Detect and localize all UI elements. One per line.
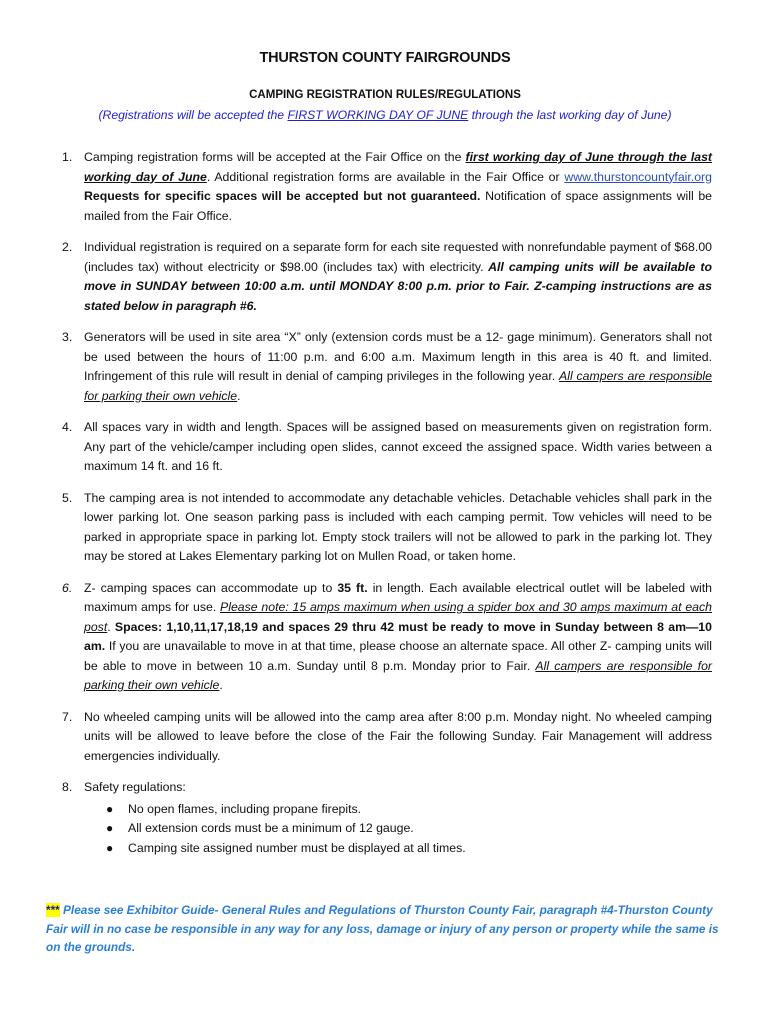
- rule-number: 7.: [62, 709, 73, 724]
- rule-4: [56, 418, 712, 477]
- rule-5: [56, 489, 712, 567]
- rule-text: Safety regulations:: [84, 780, 186, 794]
- bullet-icon: ●: [106, 801, 114, 816]
- rule-text: .: [237, 388, 241, 403]
- bullet-icon: ●: [106, 821, 114, 835]
- list-item: [84, 839, 712, 859]
- list-item: [84, 819, 712, 839]
- rule-text: The camping area is not intended to accommodate any detachable vehicles. Detachable vehicles shall park in the lower parking lot. One season parking pass is included with each camping permit. Tow vehicles will need to be parked in appropriate space in parking lot. Empty stock trailers will not be allowed to park in the parking lot. They may be stored at Lakes Elementary parking lot on Mullen Road, or taken home.: [84, 490, 712, 563]
- rule-text: All spaces vary in width and length. Spaces will be assigned based on measurements given on registration form. Any part of the vehicle/camper including open slides, cannot exceed the assigned space. Width varies between a maximum 14 ft. and 16 ft.: [84, 420, 712, 473]
- rule-emphasis: Requests for specific spaces will be accepted but not guaranteed.: [84, 189, 481, 203]
- rule-emphasis: All campers are responsible for parking their own vehicle: [84, 658, 712, 692]
- rule-text: .: [107, 619, 115, 634]
- note-text-end: through the last working day of June): [468, 108, 672, 122]
- rule-text: No wheeled camping units will be allowed into the camp area after 8:00 p.m. Monday night. No wheeled camping units will be allowed to leave before the close of the Fair the following Sunday. Fair Management will address emergencies individually.: [84, 709, 712, 763]
- rule-number: 5.: [62, 490, 73, 505]
- rules-list: [56, 148, 712, 870]
- rule-text: Notification of space assignments will be mailed from the Fair Office.: [84, 189, 712, 223]
- note-text-start: (Registrations will be accepted the: [98, 108, 288, 122]
- exhibitor-guide-note: [46, 901, 730, 957]
- fair-website-link[interactable]: www.thurstoncountyfair.org: [564, 169, 712, 184]
- rule-text: Camping registration forms will be accepted at the Fair Office on the: [84, 150, 466, 164]
- rule-1: [56, 148, 712, 226]
- rule-text: in length. Each available electrical outlet will be labeled with maximum amps for use.: [84, 580, 712, 614]
- rule-number: 4.: [62, 420, 73, 434]
- rule-emphasis: Spaces: 1,10,11,17,18,19 and spaces 29 thru 42 must be ready to move in Sunday between 8 am—10 am.: [84, 619, 712, 653]
- rule-number: 2.: [62, 240, 73, 254]
- rule-text: .: [219, 678, 223, 692]
- bullet-text: No open flames, including propane firepits.: [128, 801, 362, 816]
- footer-text: Please see Exhibitor Guide- General Rules and Regulations of Thurston County Fair, paragraph #4-Thurston County Fair will in no case be responsible in any way for any loss, damage or injury of any person or property while the same is on the grounds.: [46, 903, 719, 954]
- rule-text: If you are unavailable to move in at that time, please choose an alternate space. All other Z- camping units will be able to move in between 10 a.m. Sunday until 8 p.m. Monday prior to Fair.: [84, 639, 712, 673]
- rule-number: 8.: [62, 780, 73, 794]
- rule-8: [56, 778, 712, 858]
- rule-emphasis: All camping units will be available to move in SUNDAY between 10:00 a.m. until MONDAY 8:00 p.m. prior to Fair. Z-camping instructions are as stated below in paragraph #6.: [84, 259, 712, 313]
- note-underlined-date: FIRST WORKING DAY OF JUNE: [287, 108, 469, 122]
- bullet-text: All extension cords must be a minimum of 12 gauge.: [128, 821, 414, 835]
- page-title: THURSTON COUNTY FAIRGROUNDS: [259, 50, 511, 66]
- rule-text: Z- camping spaces can accommodate up to: [84, 580, 338, 595]
- bullet-icon: ●: [106, 840, 114, 855]
- rule-7: [56, 708, 712, 767]
- rule-emphasis: 35 ft.: [337, 580, 368, 595]
- rule-text: Generators will be used in site area “X” only (extension cords must be a 12- gage minimum). Generators shall not be used between the hours of 11:00 p.m. and 6:00 a.m. Maximum length in this area is 40 ft. and limited. Infringement of this rule will result in denial of camping privileges in the following year.: [84, 330, 712, 383]
- rule-2: [56, 238, 712, 316]
- rule-emphasis: Please note: 15 amps maximum when using a spider box and 30 amps maximum at each post: [84, 600, 712, 634]
- highlighted-asterisks: ***: [46, 903, 60, 917]
- rule-number: 3.: [62, 330, 73, 344]
- bullet-text: Camping site assigned number must be displayed at all times.: [128, 840, 466, 855]
- rule-text: . Additional registration forms are available in the Fair Office or: [206, 169, 565, 184]
- rule-6: [56, 579, 712, 696]
- registration-period-note: [0, 108, 770, 122]
- rule-emphasis: All campers are responsible for parking their own vehicle: [84, 369, 712, 403]
- list-item: [84, 800, 712, 820]
- rule-text: Individual registration is required on a separate form for each site requested with nonrefundable payment of $68.00 (includes tax) without electricity or $98.00 (includes tax) with electricity.: [84, 240, 712, 274]
- rule-number: 1.: [62, 150, 73, 164]
- rule-number: 6.: [62, 580, 73, 595]
- rule-3: [56, 328, 712, 406]
- page-subtitle: CAMPING REGISTRATION RULES/REGULATIONS: [249, 89, 521, 101]
- safety-bullets: [84, 800, 712, 859]
- rule-emphasis: first working day of June through the last working day of June: [84, 150, 713, 184]
